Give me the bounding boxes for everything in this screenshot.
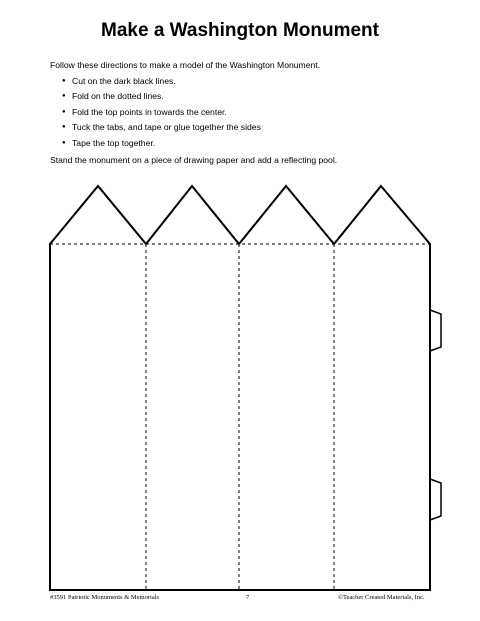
page-title: Make a Washington Monument [101, 20, 379, 41]
step-text: Cut on the dark black lines. [72, 76, 176, 86]
footer-copyright: ©Teacher Created Materials, Inc. [338, 594, 425, 601]
intro-text: Follow these directions to make a model of the Washington Monument. [50, 60, 321, 70]
bullet-icon: ● [62, 108, 66, 115]
step-text: Tape the top together. [72, 137, 156, 148]
closing-instruction: Stand the monument on a piece of drawing paper and add a reflecting pool. [50, 155, 338, 165]
step-text: Tuck the tabs, and tape or glue together the sides [72, 122, 261, 133]
bullet-icon: ● [62, 93, 66, 100]
step-text: Fold on the dotted lines. [72, 91, 164, 102]
glue-tab [430, 479, 441, 520]
bullet-icon: ● [62, 139, 66, 146]
glue-tab [430, 310, 441, 351]
cut-outline [50, 186, 430, 590]
step-text: Fold the top points in towards the center. [72, 106, 227, 117]
footer-book-title: #3591 Patriotic Monuments & Memorials [50, 594, 160, 601]
page-number: 7 [246, 594, 250, 601]
bullet-icon: ● [62, 78, 66, 85]
bullet-icon: ● [62, 124, 66, 131]
